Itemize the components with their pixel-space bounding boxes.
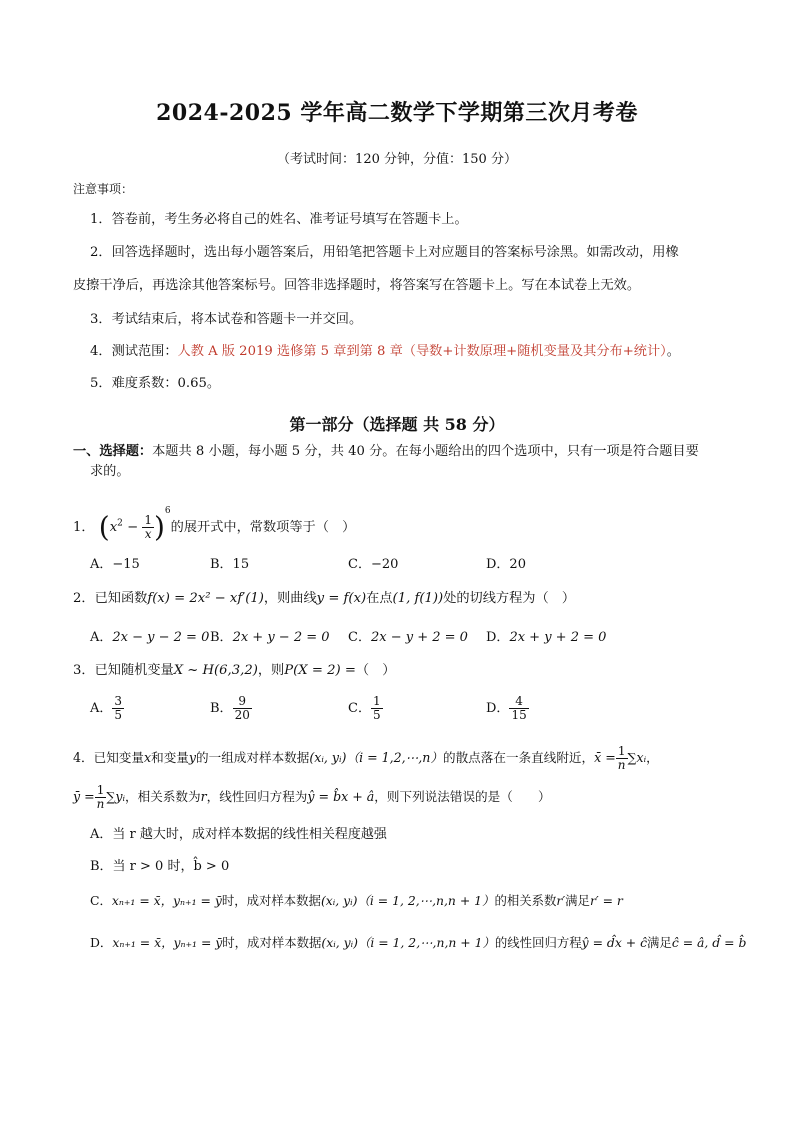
- q3-stem-a: 3．已知随机变量: [73, 663, 174, 678]
- question-2: [73, 590, 575, 608]
- q4-xbar-frac-num: 1: [616, 745, 628, 759]
- q4-option-a: A．当 r 越大时，成对样本数据的线性相关程度越强: [90, 827, 387, 842]
- q4-d-range: （i = 1, 2,⋯,n,n + 1）: [357, 935, 495, 950]
- q4-stem-f: ，线性回归方程为: [206, 789, 308, 804]
- question-4-line-1: [73, 745, 659, 772]
- q3-d-den: 15: [511, 708, 527, 722]
- note-3: 3．考试结束后，将本试卷和答题卡一并交回。: [90, 312, 363, 327]
- q3-c-num: 1: [372, 694, 381, 708]
- q4-d-text-b: 的线性回归方程: [494, 935, 582, 950]
- q1-expr-minus: −: [122, 520, 143, 535]
- q2-function: f(x) = 2x² − xf′(1): [147, 591, 264, 606]
- q3-option-d-frac: [509, 695, 528, 722]
- q3-b-num: 9: [233, 695, 252, 709]
- note-4-scope: 人教 A 版 2019 选修第 5 章到第 8 章（导数+计数原理+随机变量及其分布+统计）: [177, 344, 667, 359]
- exam-info: （考试时间：120 分钟，分值：150 分）: [277, 152, 517, 167]
- q3-option-c-label: C．: [348, 701, 371, 716]
- instructions-line-1: [73, 443, 699, 461]
- q4-d-text-c: 满足: [647, 935, 672, 950]
- q4-var-r: r: [200, 789, 207, 804]
- q4-c-text-b: 的相关系数: [494, 893, 557, 908]
- q4-d-text-a: 时，成对样本数据: [222, 935, 322, 950]
- q3-option-b-frac: [233, 695, 252, 722]
- note-4-prefix: 4．测试范围：: [90, 344, 178, 359]
- q4-comma: ，: [646, 750, 659, 765]
- q4-c-label: C．: [90, 893, 112, 908]
- notes-heading: 注意事项：: [73, 182, 134, 196]
- q4-c-condition: xₙ₊₁ = x̄，yₙ₊₁ = ȳ: [111, 893, 222, 908]
- q4-c-text-a: 时，成对样本数据: [221, 893, 321, 908]
- q1-outer-sup: 6: [164, 506, 171, 516]
- q4-option-c: [90, 891, 623, 909]
- q3-probability: P(X = 2) =: [284, 663, 356, 678]
- q3-stem-c: （ ）: [355, 663, 396, 678]
- q2-point: (1, f(1)): [392, 591, 444, 606]
- q4-stem-e: ，相关系数为: [125, 789, 201, 804]
- q2-stem-d: 处的切线方程为（ ）: [443, 591, 576, 606]
- q2-stem-c: 在点: [366, 591, 393, 606]
- q4-stem-b: 和变量: [151, 750, 189, 765]
- q1-paren-open: (: [98, 510, 110, 544]
- q1-option-b: B．15: [210, 557, 250, 572]
- question-3: [73, 662, 395, 680]
- q4-stem-c: 的一组成对样本数据: [196, 750, 310, 765]
- q4-c-text-c: 满足: [565, 893, 590, 908]
- q4-regression: ŷ = b̂x + â: [307, 789, 375, 804]
- q4-c-equation: r′ = r: [589, 893, 623, 908]
- section-title: 第一部分（选择题 共 58 分）: [289, 415, 505, 434]
- q4-c-pair: (xᵢ, yᵢ): [320, 893, 358, 908]
- q1-number: 1．: [73, 520, 95, 535]
- q2-option-a-label: A．: [90, 630, 113, 645]
- q3-b-den: 20: [234, 708, 250, 722]
- note-5: 5．难度系数：0.65。: [90, 376, 221, 391]
- q2-option-b: [210, 626, 330, 645]
- note-2b: 皮擦干净后，再选涂其他答案标号。回答非选择题时，将答案写在答题卡上。写在本试卷上无效。: [73, 278, 641, 293]
- q3-c-den: 5: [372, 708, 381, 722]
- q2-option-a-eq: 2x − y − 2 = 0: [112, 630, 210, 645]
- note-1: 1．答卷前，考生务必将自己的姓名、准考证号填写在答题卡上。: [90, 212, 468, 227]
- instructions-label: 一、选择题：: [73, 444, 153, 459]
- q3-option-a: [90, 695, 124, 722]
- q4-ybar: ȳ =: [73, 789, 95, 804]
- q4-d-pair: (xᵢ, yᵢ): [321, 935, 358, 950]
- q4-stem-a: 4．已知变量: [73, 750, 144, 765]
- q3-option-b-label: B．: [210, 701, 233, 716]
- q3-a-num: 3: [114, 694, 123, 708]
- q4-range: （i = 1,2,⋯,n）: [346, 750, 443, 765]
- q3-a-den: 5: [114, 708, 123, 722]
- q4-xbar-frac: [616, 745, 628, 772]
- q2-stem-a: 2．已知函数: [73, 591, 148, 606]
- q3-d-num: 4: [509, 695, 528, 709]
- q4-var-x: x: [143, 750, 152, 765]
- q1-option-d: D．20: [486, 557, 526, 572]
- q2-option-d-label: D．: [486, 630, 510, 645]
- q3-option-c-frac: [371, 695, 383, 722]
- q3-option-a-frac: [112, 695, 124, 722]
- q2-option-c: [348, 626, 468, 645]
- q4-d-equation: ĉ = â, d̂ = b̂: [671, 935, 747, 950]
- instructions-line-2: 求的。: [90, 464, 130, 479]
- question-4-line-2: [73, 784, 551, 811]
- q4-ybar-frac: [95, 784, 107, 811]
- q2-option-c-label: C．: [348, 630, 371, 645]
- q1-fraction: [142, 514, 154, 541]
- q4-stem-d: 的散点落在一条直线附近，: [442, 750, 595, 765]
- note-2a: 2．回答选择题时，选出每小题答案后，用铅笔把答题卡上对应题目的答案标号涂黑。如需改动，用橡: [90, 245, 679, 260]
- q4-pair: (xᵢ, yᵢ): [309, 750, 347, 765]
- q1-expr-x: x: [109, 520, 118, 535]
- q4-c-range: （i = 1, 2,⋯,n,n + 1）: [357, 893, 495, 908]
- q3-stem-b: ，则: [257, 663, 285, 678]
- q4-sum-x: ∑xᵢ: [627, 750, 647, 765]
- q1-frac-den: x: [144, 527, 152, 541]
- q2-curve: y = f(x): [316, 591, 367, 606]
- q1-option-a: A．−15: [90, 557, 140, 572]
- q4-option-b: B．当 r > 0 时，b̂ > 0: [90, 859, 230, 874]
- instructions-text: 本题共 8 小题，每小题 5 分，共 40 分。在每小题给出的四个选项中，只有一项是符合题目要: [152, 444, 699, 459]
- q3-option-d-label: D．: [486, 701, 510, 716]
- q2-option-c-eq: 2x − y + 2 = 0: [370, 630, 468, 645]
- q3-option-d: [486, 695, 529, 722]
- note-4: [90, 343, 680, 361]
- q3-option-b: [210, 695, 252, 722]
- q4-option-d: [90, 933, 746, 951]
- q4-xbar-frac-den: n: [617, 758, 626, 772]
- q2-option-b-label: B．: [210, 630, 233, 645]
- q1-option-c: C．−20: [348, 557, 399, 572]
- q2-option-d-eq: 2x + y + 2 = 0: [509, 630, 607, 645]
- page-title: 2024-2025 学年高二数学下学期第三次月考卷: [156, 100, 638, 126]
- q4-c-rprime: r′: [556, 893, 566, 908]
- q4-xbar: x̄ =: [594, 750, 616, 765]
- note-4-suffix: 。: [666, 344, 680, 359]
- q2-option-b-eq: 2x + y − 2 = 0: [232, 630, 330, 645]
- q4-d-label: D．: [90, 935, 113, 950]
- q1-expr-sup: 2: [117, 518, 123, 529]
- q4-d-regression: ŷ = d̂x + ĉ: [581, 935, 648, 950]
- q1-frac-num: 1: [144, 513, 152, 527]
- q1-paren-close: ): [153, 510, 165, 544]
- question-1: [73, 502, 356, 544]
- q3-option-c: [348, 695, 383, 722]
- q2-stem-b: ，则曲线: [263, 591, 317, 606]
- q4-var-y: y: [188, 750, 196, 765]
- q4-d-condition: xₙ₊₁ = x̄，yₙ₊₁ = ȳ: [112, 935, 223, 950]
- q4-sum-y: ∑yᵢ: [106, 789, 126, 804]
- q2-option-a: [90, 626, 209, 645]
- q3-option-a-label: A．: [90, 701, 113, 716]
- q4-ybar-frac-num: 1: [95, 784, 107, 798]
- q1-text: 的展开式中，常数项等于（ ）: [170, 520, 356, 535]
- q4-ybar-frac-den: n: [96, 797, 105, 811]
- q4-stem-g: ，则下列说法错误的是（ ）: [374, 789, 551, 804]
- q3-distribution: X ~ H(6,3,2): [173, 663, 258, 678]
- q2-option-d: [486, 626, 606, 645]
